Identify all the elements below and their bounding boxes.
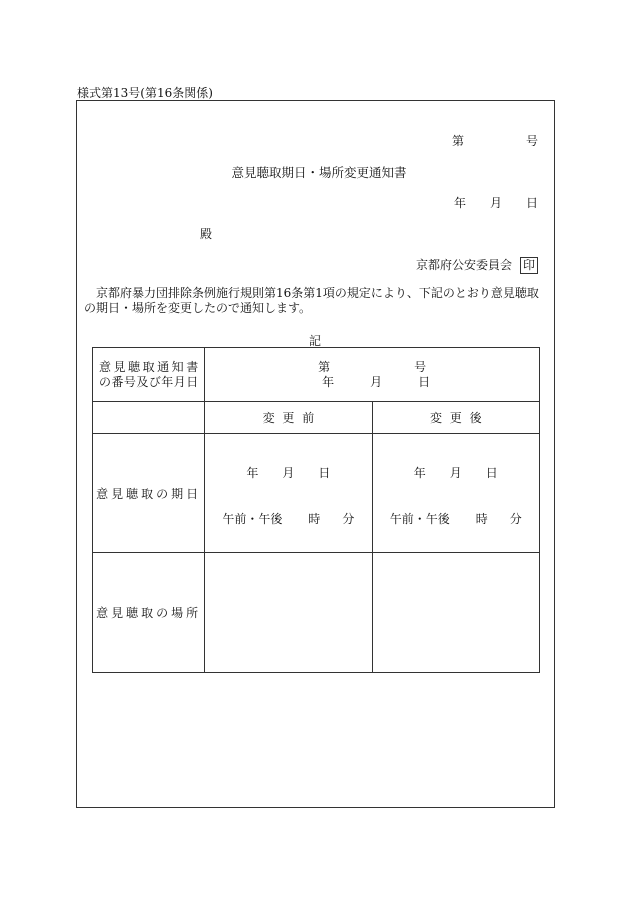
details-table [92, 347, 540, 673]
date-day: 日 [525, 196, 538, 210]
doc-number-go: 号 [525, 134, 538, 148]
hearing-place-before [205, 553, 372, 673]
issue-date [454, 194, 538, 211]
addressee: 殿 [200, 227, 213, 241]
document-number [452, 132, 538, 149]
table-row [93, 348, 540, 402]
blank-cell [93, 402, 205, 434]
hearing-place-label: 意見聴取の場所 [93, 553, 205, 673]
date-month: 月 [489, 196, 502, 210]
column-before: 変 更 前 [205, 402, 372, 434]
body-text: 京都府暴力団排除条例施行規則第16条第1項の規定により、下記のとおり意見聴取の期日・場所を変更したので通知します。 [84, 286, 539, 315]
doc-number-dai: 第 [451, 134, 464, 148]
table-row [93, 553, 540, 673]
page-title: 意見聴取期日・場所変更通知書 [231, 165, 407, 180]
issuer-name: 京都府公安委員会 [415, 258, 512, 272]
hearing-date-label: 意見聴取の期日 [93, 434, 205, 553]
column-after: 変 更 後 [372, 402, 539, 434]
hearing-date-after: 年 月 日 午前・午後 時 分 [372, 434, 539, 553]
table-row [93, 434, 540, 553]
issuer [416, 256, 538, 274]
form-number: 様式第13号(第16条関係) [77, 86, 213, 100]
hearing-date-before: 年 月 日 午前・午後 時 分 [205, 434, 372, 553]
hearing-place-after [372, 553, 539, 673]
date-year: 年 [453, 196, 466, 210]
record-heading: 記 [308, 334, 321, 348]
seal-mark: 印 [520, 257, 538, 274]
table-row [93, 402, 540, 434]
notice-number-value: 第 号 年 月 日 [205, 348, 540, 402]
notice-number-label: 意見聴取通知書 の番号及び年月日 [93, 348, 205, 402]
